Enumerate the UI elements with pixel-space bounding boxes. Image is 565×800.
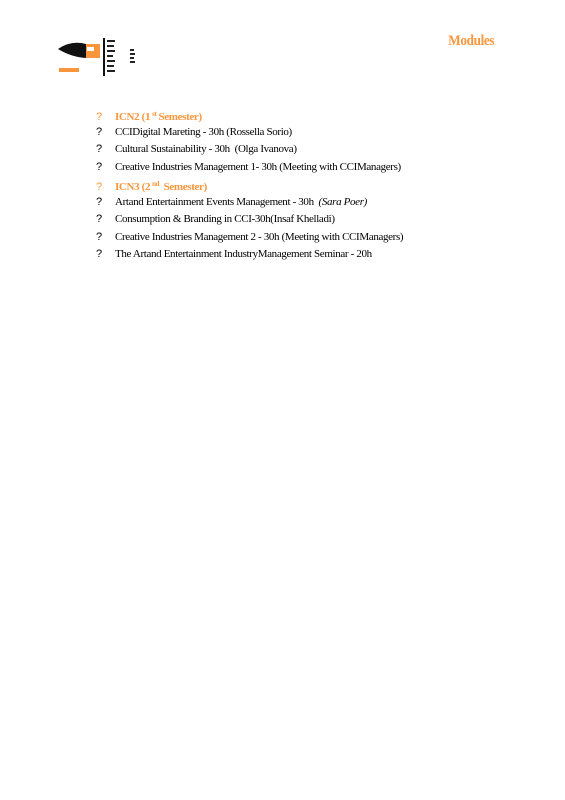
module-item	[96, 211, 403, 229]
module-name: Cultural Sustainability - 30h	[115, 143, 230, 155]
semester-heading	[96, 176, 403, 194]
module-name: Consumption & Branding in CCI-30h(Insaf Khelladi)	[115, 213, 335, 225]
module-item	[96, 141, 403, 159]
module-item	[96, 246, 403, 264]
module-name: Creative Industries Management 2 - 30h	[115, 230, 280, 243]
module-instructor: (Meeting with CCIManagers)	[281, 230, 404, 243]
module-name: The Artand Entertainment IndustryManagement Seminar - 20h	[115, 248, 372, 260]
bullet-icon: ?	[96, 160, 102, 173]
module-item	[96, 229, 403, 247]
module-instructor: (Olga Ivanova)	[234, 143, 297, 155]
module-name: Creative Industries Management 1- 30h	[115, 160, 277, 173]
university-logo-icon	[56, 36, 140, 78]
bullet-icon: ?	[96, 111, 102, 123]
bullet-icon: ?	[96, 143, 102, 155]
module-instructor: (Sara Poer)	[318, 195, 367, 208]
bullet-icon: ?	[96, 181, 102, 193]
ordinal-suffix: st	[152, 110, 157, 118]
module-instructor: (Rossella Sorio)	[226, 125, 292, 138]
bullet-icon: ?	[96, 213, 102, 225]
bullet-icon: ?	[96, 195, 102, 208]
semester-heading-text: ICN3 (2 $^{nd}$ Semester)	[115, 180, 207, 193]
module-name: Artand Entertainment Events Management - 30h	[115, 195, 314, 208]
semester-heading-text: ICN2 (1 $^{st}$ Semester)	[115, 110, 202, 123]
module-name: CCIDigital Mareting - 30h	[115, 125, 224, 138]
modules-list	[96, 106, 403, 264]
module-item	[96, 194, 403, 212]
page-title: Modules	[448, 33, 494, 49]
bullet-icon: ?	[96, 248, 102, 260]
ordinal-suffix: nd	[152, 180, 160, 188]
module-instructor: (Meeting with CCIManagers)	[279, 160, 401, 173]
semester-heading	[96, 106, 403, 124]
bullet-icon: ?	[96, 125, 102, 138]
module-item	[96, 124, 403, 142]
bullet-icon: ?	[96, 230, 102, 243]
module-item	[96, 159, 403, 177]
